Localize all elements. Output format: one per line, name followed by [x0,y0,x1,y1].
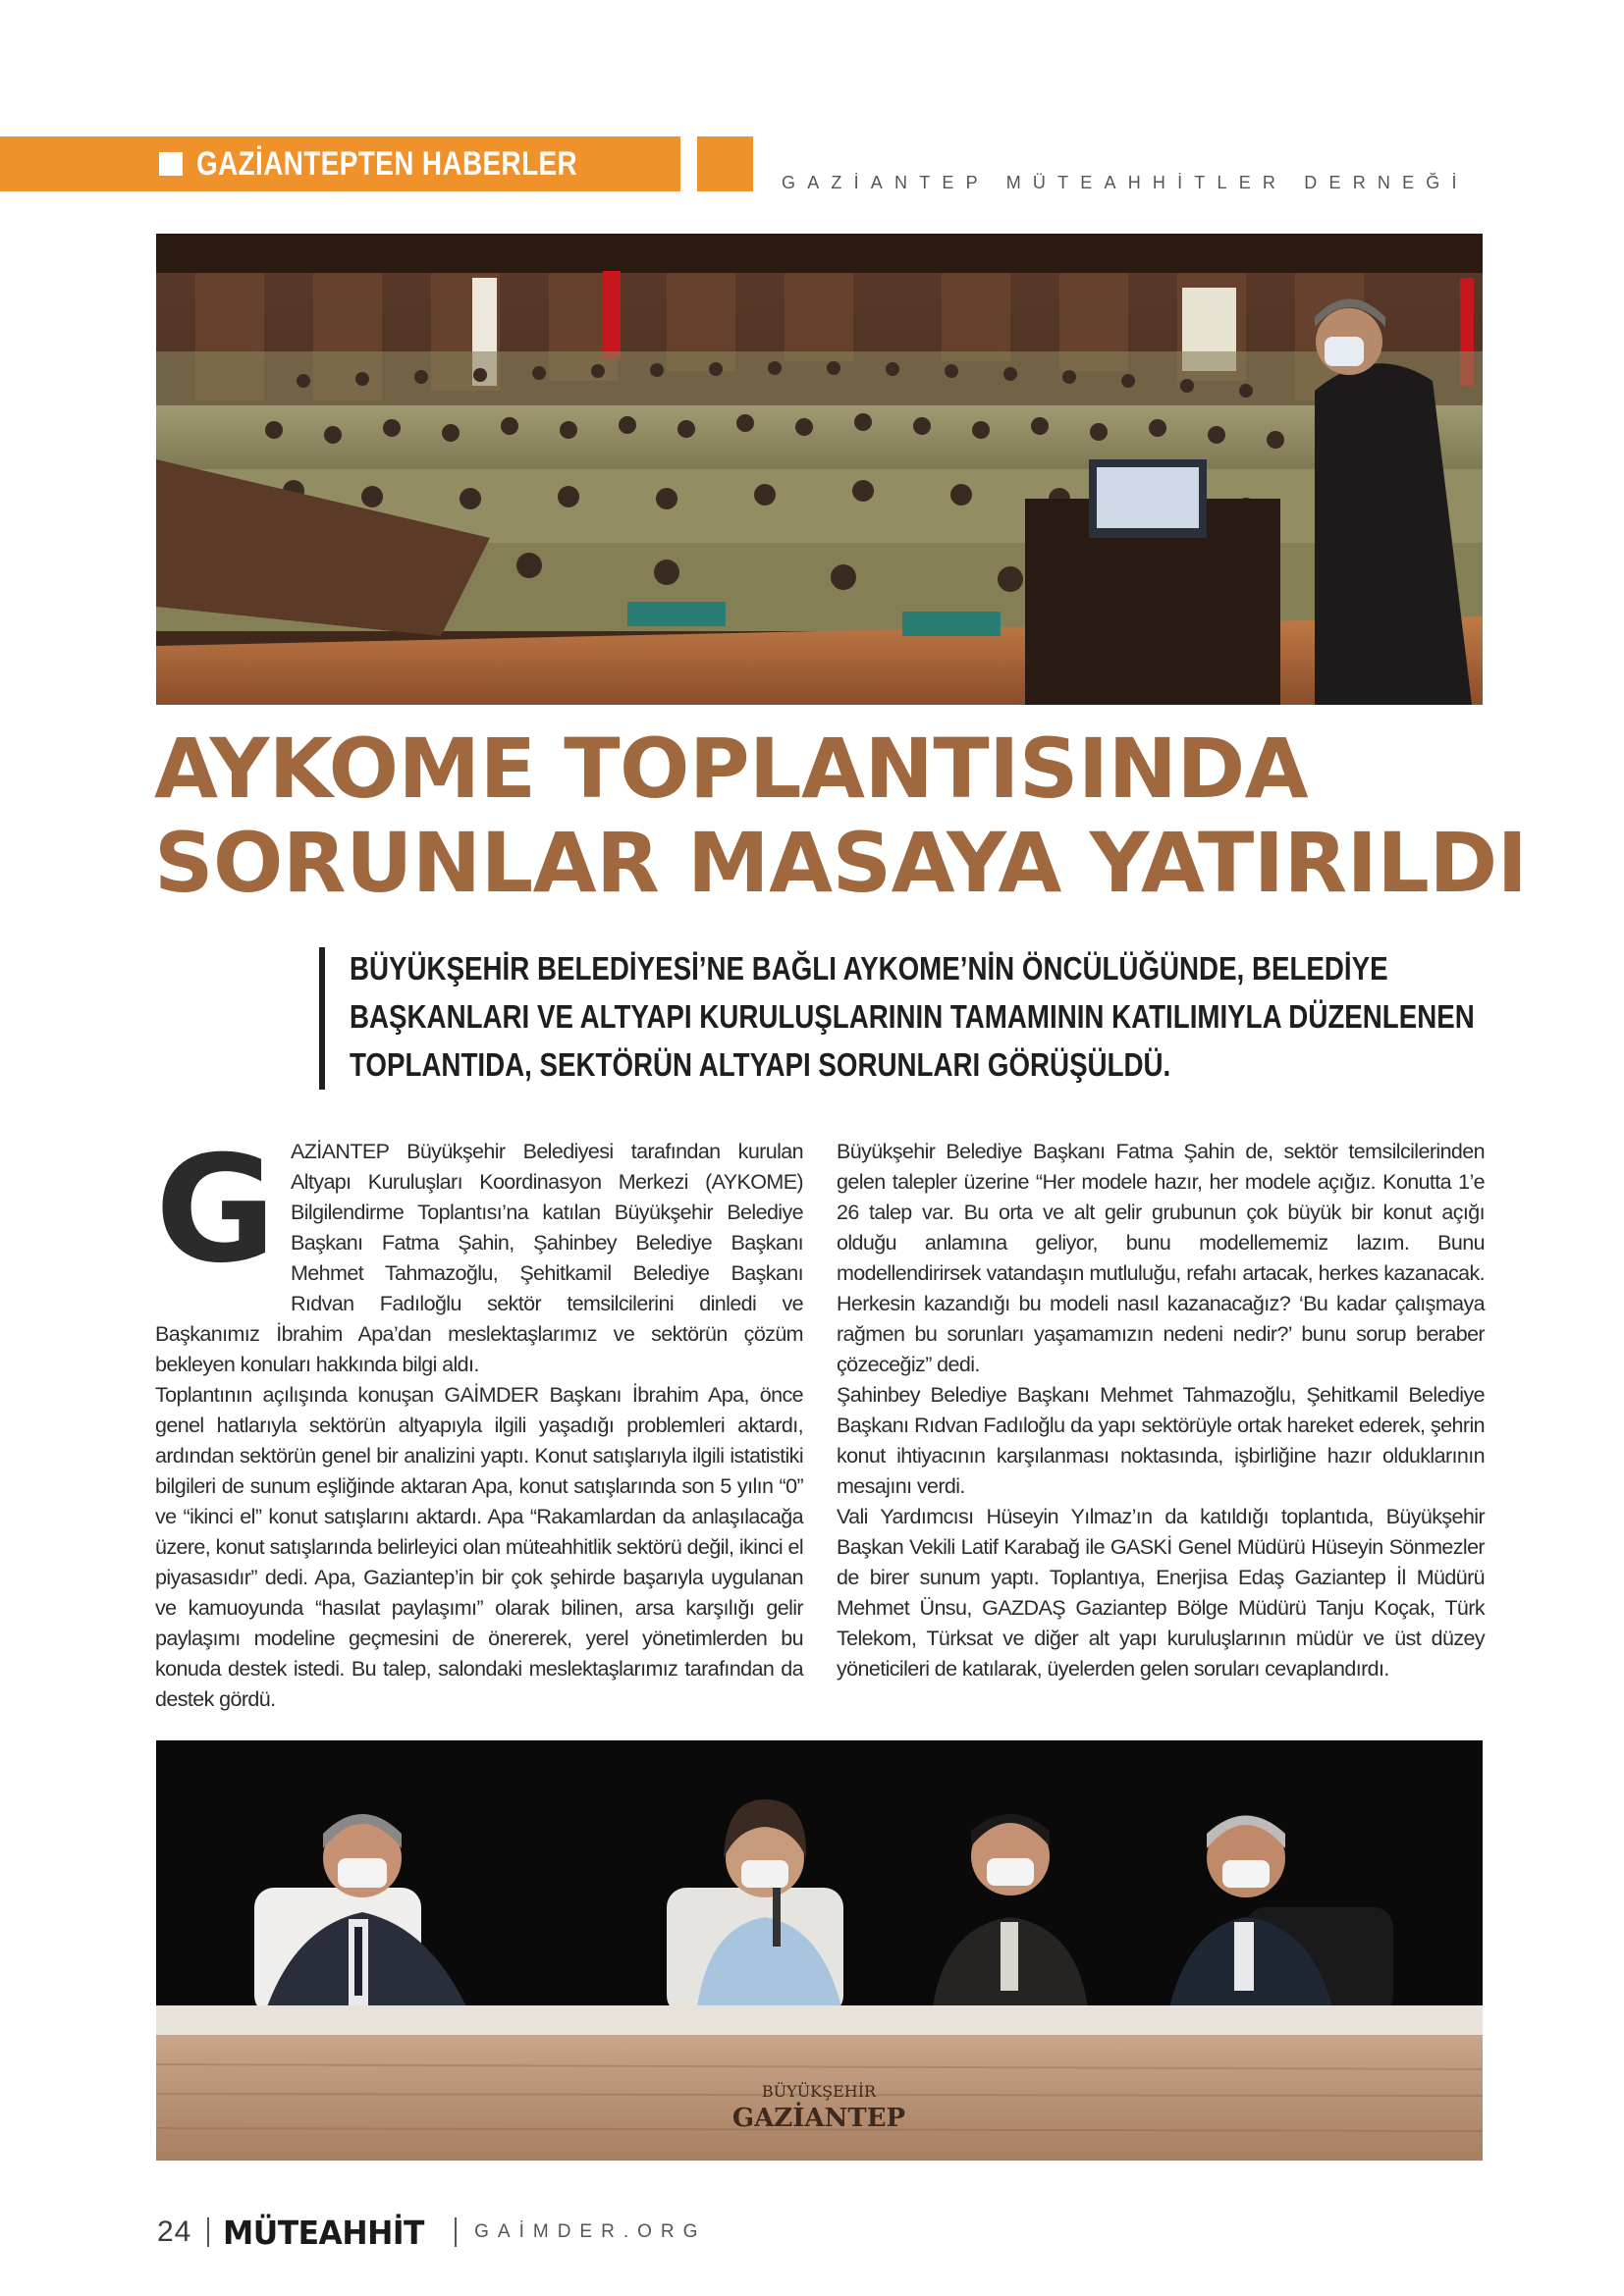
magazine-logo: MÜTEAHHİT [223,2213,425,2252]
page-footer [157,2213,706,2252]
svg-text:GAZİANTEP: GAZİANTEP [731,2104,906,2133]
body-paragraph: Şahinbey Belediye Başkanı Mehmet Tahmazoğlu, Şehitkamil Belediye Başkanı Rıdvan Fadıloğlu da yapı sektörüyle ortak hareket ederek, şehrin konut ihtiyacının karşılanması noktasında, işbirliğine hazır olduklarının mesajını verdi. [837,1383,1485,1498]
page-number: 24 [157,2216,192,2248]
conference-hall-photo [156,234,1483,705]
headline-line-1: AYKOME TOPLANTISINDA [154,721,1309,817]
article-headline [154,721,1528,911]
svg-text:BÜYÜKŞEHİR: BÜYÜKŞEHİR [761,2082,877,2101]
body-paragraph: Toplantının açılışında konuşan GAİMDER Başkanı İbrahim Apa, önce genel hatlarıyla sektörün altyapıyla ilgili yaşadığı problemleri aktardı, ardından sektörün genel bir analizini yaptı. Konut satışlarıyla ilgili istatistiki bilgileri de sunum eşliğinde aktaran Apa, konut satışlarında son 5 yılın “0” ve “ikinci el” konut satışlarını aktardı. Apa “Rakamlardan da anlaşılacağa üzere, konut satışlarında belirleyici olan müteahhitlik sektörü değil, ikinci el piyasasıdır” dedi. Apa, Gaziantep’in bir çok şehirde başarıyla uygulanan ve kamuoyunda “hasılat paylaşımı” olarak bilinen, arsa karşılığı gelir paylaşımı modeline geçmesini de önererek, yerel yönetimlerden bu konuda destek istedi. Bu talep, salondaki meslektaşlarımız tarafından da destek gördü. [155,1383,803,1711]
panel-photo [156,1740,1483,2161]
body-column-left [155,1125,803,1715]
drop-cap: G [155,1125,276,1296]
body-paragraph: Vali Yardımcısı Hüseyin Yılmaz’ın da katıldığı toplantıda, Büyükşehir Başkan Vekili Latif Karabağ ile GASKİ Genel Müdürü Hüseyin Sönmezler de birer sunum yaptı. Toplantıya, Enerjisa Edaş Gaziantep İl Müdürü Mehmet Ünsu, GAZDAŞ Gaziantep Bölge Müdürü Tanju Koçak, Türk Telekom, Türksat ve diğer alt yapı kuruluşlarının müdür ve üst düzey yöneticileri de katılarak, üyelerden gelen soruları cevaplandırdı. [837,1505,1485,1681]
article-deck [350,944,1475,1089]
footer-separator [207,2217,209,2247]
body-column-right [837,1137,1485,1684]
body-paragraph: AZİANTEP Büyükşehir Belediyesi tarafından kurulan Altyapı Kuruluşları Koordinasyon Merkezi (AYKOME) Bilgilendirme Toplantısı’na katılan Büyükşehir Belediye Başkanı Fatma Şahin, Şahinbey Belediye Başkanı Mehmet Tahmazoğlu, Şehitkamil Belediye Başkanı Rıdvan Fadıloğlu sektör temsilcilerini dinledi ve Başkanımız İbrahim Apa’dan meslektaşlarımız ve sektörün çözüm bekleyen konuları hakkında bilgi aldı. [155,1140,803,1376]
deck-line-2: BAŞKANLARI VE ALTYAPI KURULUŞLARININ TAMAMININ KATILIMIYLA DÜZENLENEN [350,998,1475,1035]
square-bullet-icon [159,152,183,176]
header-accent-block [697,136,753,191]
headline-line-2: SORUNLAR MASAYA YATIRILDI [154,815,1528,911]
body-paragraph: Büyükşehir Belediye Başkanı Fatma Şahin de, sektör temsilcilerinden gelen talepler üzerine “Her modele hazır, her modele açığız. Konutta 1’e 26 talep var. Bu orta ve alt gelir grubunun çok büyük bir konut açığı olduğu anlamına geliyor, bunu modellememiz lazım. Bunu modellendirirsek vatandaşın mutluluğu, refahı artacak, herkes kazanacak. Herkesin kazandığı bu modeli nasıl kazanacağız? ‘Bu kadar çalışmaya rağmen bu sorunları yaşamamızın nedeni nedir?’ bunu sorup beraber çözeceğiz” dedi. [837,1140,1485,1376]
section-label: GAZİANTEPTEN HABERLER [196,144,578,183]
deck-line-1: BÜYÜKŞEHİR BELEDİYESİ’NE BAĞLI AYKOME’NİN ÖNCÜLÜĞÜNDE, BELEDİYE [350,950,1388,987]
website-url: GAİMDER.ORG [474,2221,707,2242]
association-name: GAZİANTEP MÜTEAHHİTLER DERNEĞİ [782,173,1469,192]
section-header-bar [0,136,680,191]
deck-line-3: TOPLANTIDA, SEKTÖRÜN ALTYAPI SORUNLARI GÖRÜŞÜLDÜ. [350,1046,1171,1083]
footer-separator [455,2217,457,2247]
deck-vertical-rule [319,947,325,1090]
